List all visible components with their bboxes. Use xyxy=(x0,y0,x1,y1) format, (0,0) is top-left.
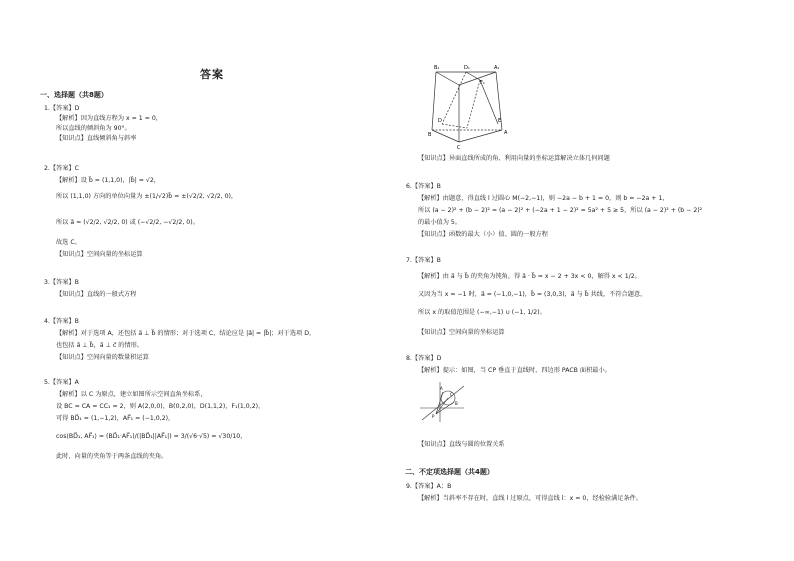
q6-analysis-line3: 的最小值为 5。 xyxy=(418,219,462,226)
q7-knowledge-point: 【知识点】空间向量的坐标运算 xyxy=(418,329,505,336)
q8-knowledge-point: 【知识点】直线与圆的位置关系 xyxy=(418,441,505,448)
page-title: 答案 xyxy=(200,68,224,81)
circle-label-a: A xyxy=(440,386,443,391)
prism-figure xyxy=(422,60,522,150)
section-heading-multi-select: 二、不定项选择题（共4题） xyxy=(405,468,494,476)
q8-answer: 8.【答案】D xyxy=(406,355,442,362)
q4-analysis-line2: 也包括 a⃗ ⊥ b⃗，a⃗ ⊥ c⃗ 的情形。 xyxy=(56,342,143,349)
circle-line-figure xyxy=(418,380,468,425)
q7-answer: 7.【答案】B xyxy=(406,257,441,264)
q9-answer: 9.【答案】A；B xyxy=(406,483,452,490)
prism-label-c: C xyxy=(457,145,461,150)
q2-knowledge-point: 【知识点】空间向量的坐标运算 xyxy=(56,251,143,258)
q1-answer: 1.【答案】D xyxy=(44,105,80,112)
q2-analysis-line2: 所以 (1,1,0) 方向的单位向量为 ±(1/√2)b⃗ = ±(√2/2, √2/2, 0)， xyxy=(56,193,238,200)
q5-analysis-line2: 设 BC = CA = CC₁ = 2，则 A(2,0,0)，B(0,2,0)，D(1,1,2)，F₁(1,0,2)， xyxy=(56,403,265,410)
q6-analysis-line2: 所以 (a − 2)² + (b − 2)² = (a − 2)² + (−2a + 1 − 2)² = 5a² + 5 ≥ 5，所以 (a − 2)² + (b − 2)² xyxy=(418,207,703,214)
q2-answer: 2.【答案】C xyxy=(44,165,79,172)
section-heading-multiple-choice: 一、选择题（共8题） xyxy=(40,91,108,99)
q3-knowledge-point: 【知识点】直线的一般式方程 xyxy=(56,291,137,298)
q3-answer: 3.【答案】B xyxy=(44,279,79,286)
q5-analysis-line1: 【解析】以 C 为原点，建立如图所示空间直角坐标系， xyxy=(56,391,207,398)
q5-analysis-line4: cos⟨BD⃗₁, AF⃗₁⟩ = (BD⃗₁·AF⃗₁)/(|BD⃗₁||AF⃗₁|) = 3/(√6·√5) = √30/10， xyxy=(56,433,247,440)
prism-label-a1: A₁ xyxy=(494,65,500,71)
q5-knowledge-point: 【知识点】异面直线所成的角、利用向量的坐标运算解决立体几何问题 xyxy=(418,155,610,162)
q7-analysis-line1: 【解析】由 a⃗ 与 b⃗ 的夹角为钝角，得 a⃗ · b⃗ = x − 2 + 3x < 0，解得 x < 1/2。 xyxy=(418,273,641,280)
circle-label-b: B xyxy=(455,401,458,406)
q5-answer: 5.【答案】A xyxy=(44,379,79,386)
q2-analysis-line3: 所以 a⃗ = (√2/2, √2/2, 0) 或 (−√2/2, −√2/2, 0)。 xyxy=(56,219,199,226)
q1-knowledge-point: 【知识点】直线倾斜角与斜率 xyxy=(56,135,137,142)
q4-analysis-line1: 【解析】对于选项 A，还包括 a⃗ ⊥ b⃗ 的情形；对于选项 C，结论应是 |a⃗| = |b⃗|；对于选项 D， xyxy=(56,330,316,337)
q5-analysis-line3: 可得 BD⃗₁ = (1,−1,2)，AF⃗₁ = (−1,0,2)， xyxy=(56,415,175,422)
q6-knowledge-point: 【知识点】函数的最大（小）值、圆的一般方程 xyxy=(418,231,548,238)
prism-label-d1: D₁ xyxy=(464,65,470,71)
q7-analysis-line3: 所以 x 的取值范围是 (−∞,−1) ∪ (−1, 1/2)。 xyxy=(418,309,546,316)
q1-analysis-line1: 【解析】因为直线方程为 x = 1 = 0， xyxy=(56,115,162,122)
q4-knowledge-point: 【知识点】空间向量的数量积运算 xyxy=(56,354,149,361)
circle-label-p: P xyxy=(432,414,435,419)
q5-analysis-line5: 此时，向量的夹角等于两条直线的夹角。 xyxy=(56,453,168,460)
q8-analysis-line1: 【解析】提示：如图，当 CP 垂直于直线时，四边形 PACB 面积最小。 xyxy=(418,367,611,374)
prism-label-b: B xyxy=(428,132,432,138)
prism-label-a: A xyxy=(504,130,508,136)
q6-answer: 6.【答案】B xyxy=(406,183,441,190)
q6-analysis-line1: 【解析】由题意，得直线 l 过圆心 M(−2,−1)，则 −2a − b + 1 = 0，则 b = −2a + 1， xyxy=(418,195,669,202)
prism-label-e: E xyxy=(498,118,502,124)
circle-label-c: C xyxy=(450,392,453,397)
prism-label-f1: F₁ xyxy=(480,80,485,86)
prism-label-d: D xyxy=(438,118,442,124)
q4-answer: 4.【答案】B xyxy=(44,318,79,325)
q7-analysis-line2: 又因为当 x = −1 时，a⃗ = (−1,0,−1)，b⃗ = (3,0,3)，a⃗ 与 b⃗ 共线，不符合题意， xyxy=(418,291,647,298)
q9-analysis-line1: 【解析】当斜率不存在时，直线 l 过原点，可得直线 l：x = 0，经检验满足条件。 xyxy=(418,495,643,502)
q1-analysis-line2: 所以直线的倾斜角为 90°。 xyxy=(56,125,131,132)
q2-analysis-line4: 故选 C。 xyxy=(56,239,81,246)
q2-analysis-line1: 【解析】设 b⃗ = (1,1,0)，|b⃗| = √2， xyxy=(56,177,160,184)
prism-label-b1: B₁ xyxy=(434,65,440,71)
